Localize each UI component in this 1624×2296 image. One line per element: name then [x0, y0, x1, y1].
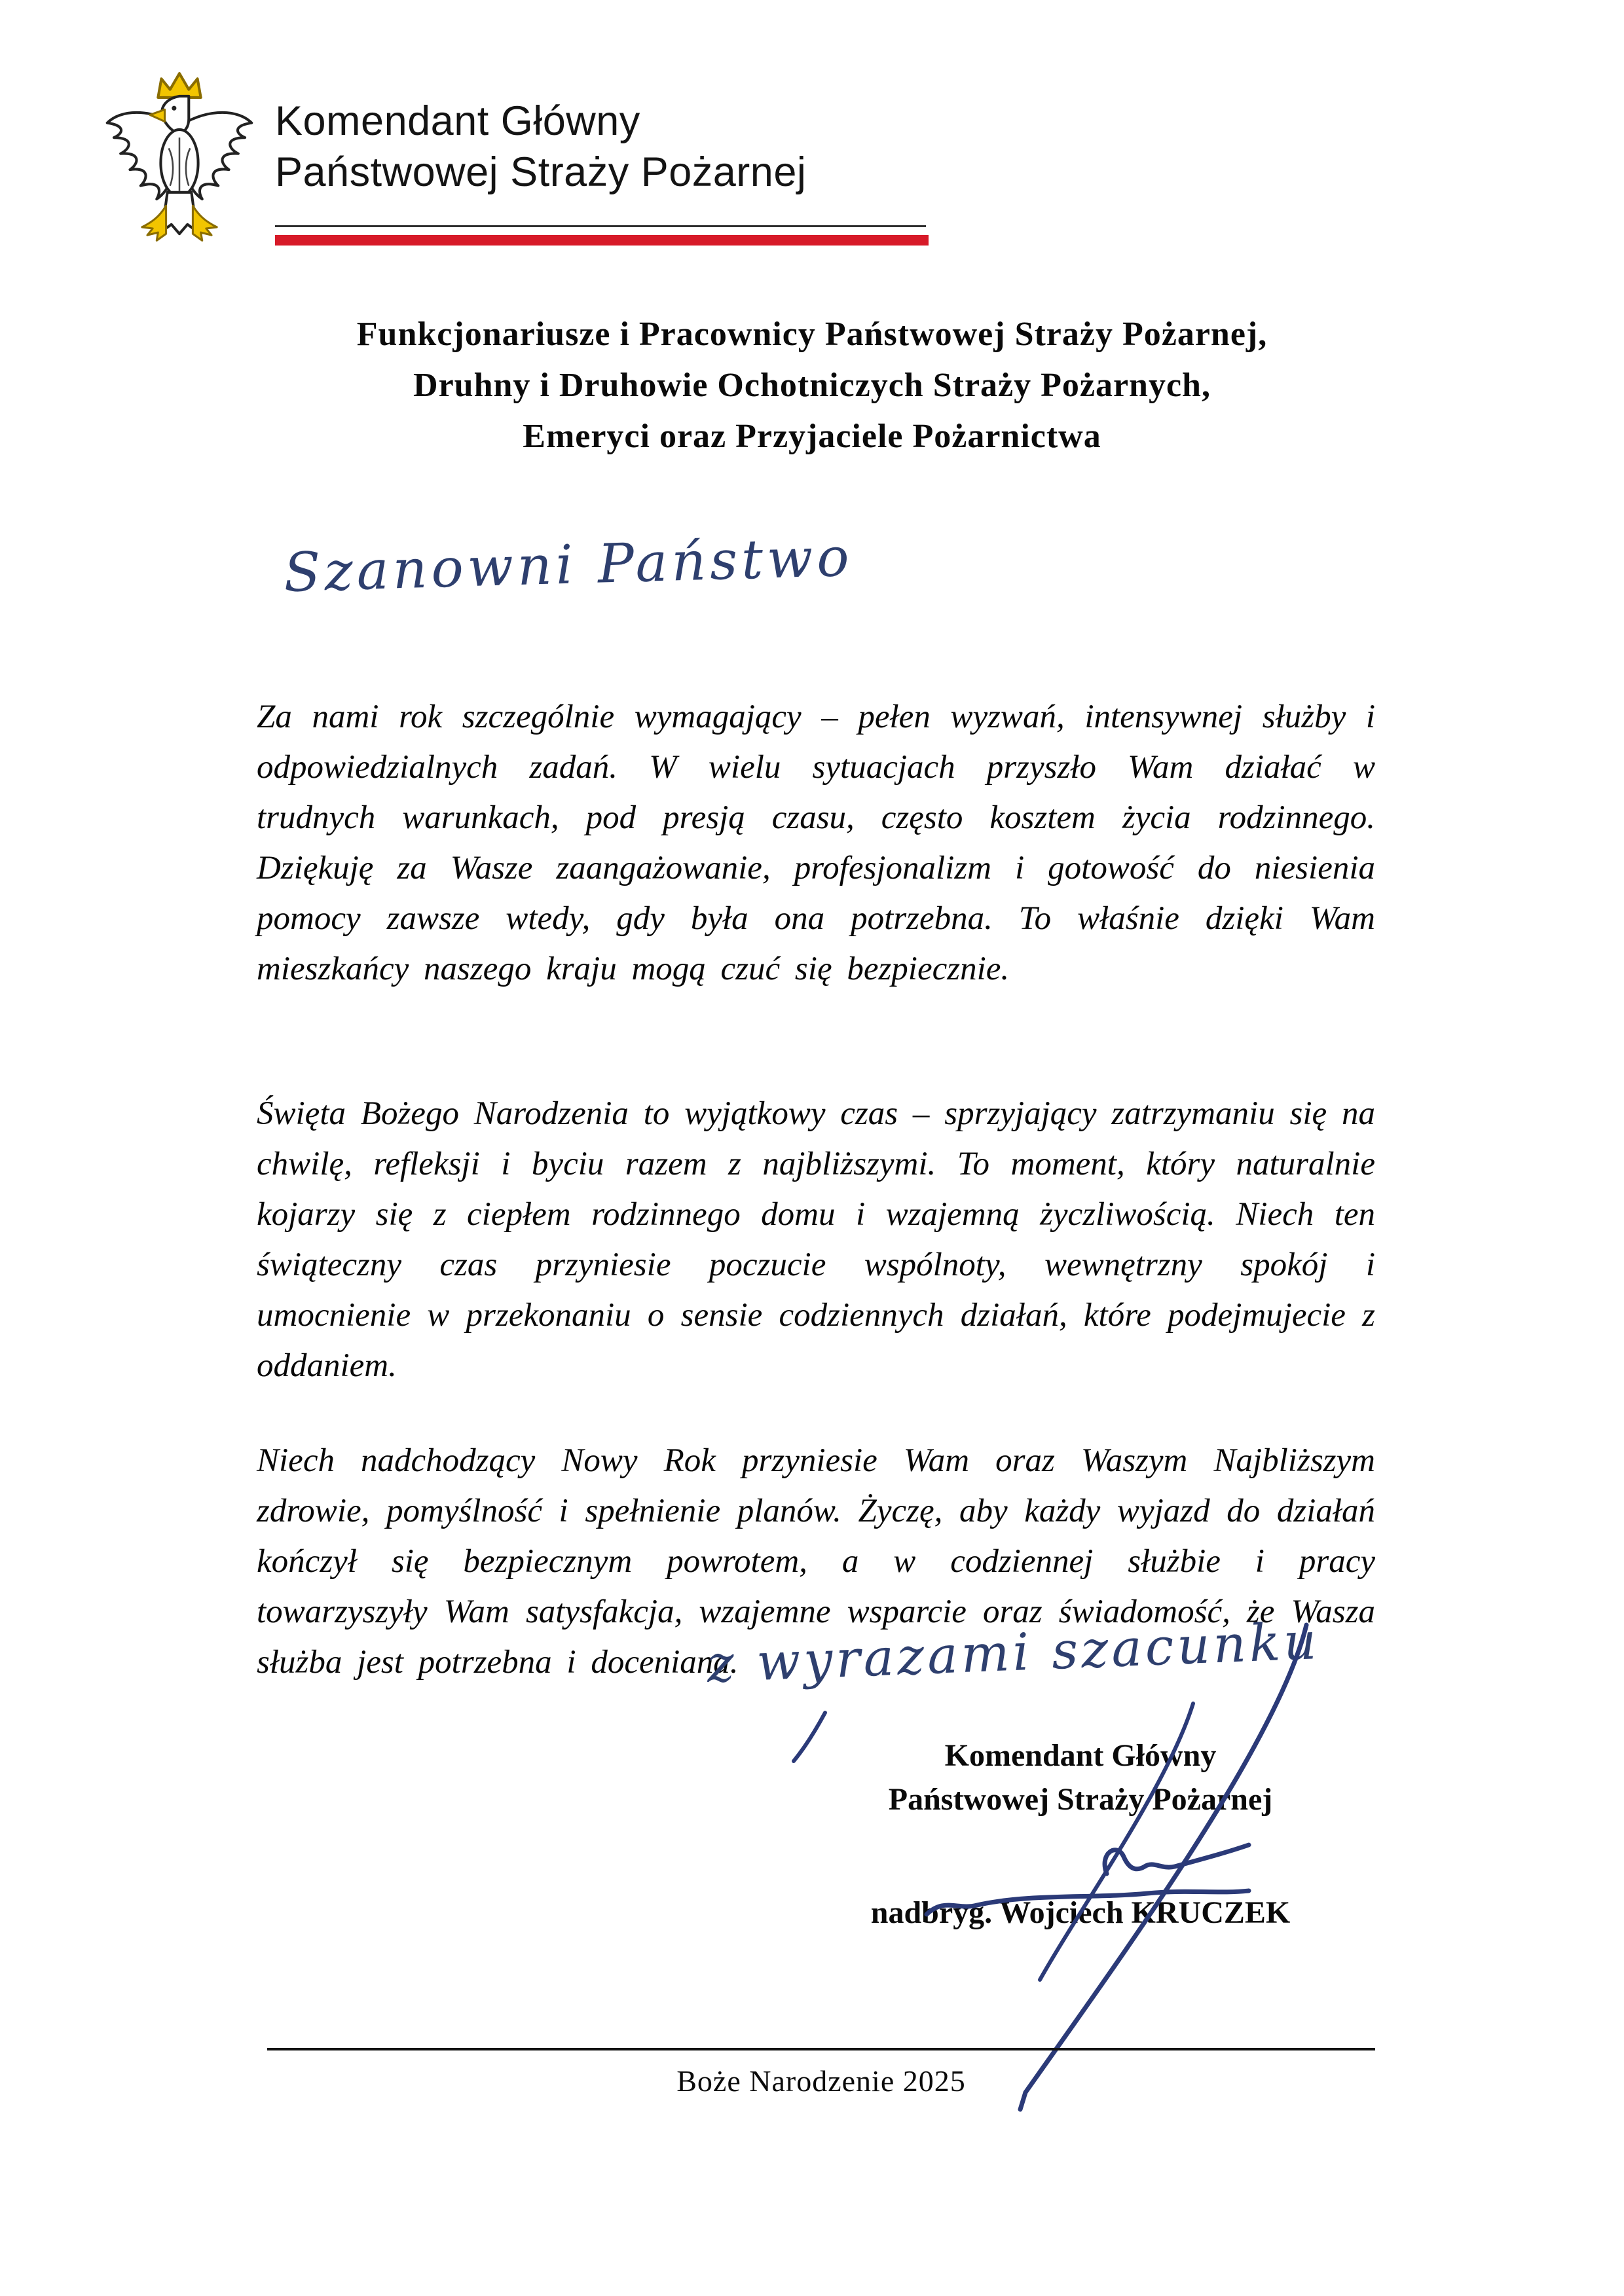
body-paragraph: Za nami rok szczególnie wymagający – pełen wyzwań, intensywnej służby i odpowiedzialnych zadań. W wielu sytuacjach przyszło Wam działać w trudnych warunkach, pod presją czasu, często kosztem życia rodzinnego. Dziękuję za Wasze zaangażowanie, profesjonalizm i gotowość do niesienia pomocy zawsze wtedy, gdy była ona potrzebna. To właśnie dzięki Wam mieszkańcy naszego kraju mogą czuć się bezpiecznie. — [257, 699, 1375, 987]
signature-title — [786, 1734, 1375, 1821]
handwritten-closing: z wyrazami szacunku — [706, 1612, 1321, 1694]
body-paragraph: Niech nadchodzący Nowy Rok przyniesie Wam oraz Waszym Najbliższym zdrowie, pomyślność i spełnienie planów. Życzę, aby każdy wyjazd do działań kończył się bezpiecznym powrotem, a w codziennej służbie i pracy towarzyszyły Wam satysfakcja, wzajemne wsparcie oraz świadomość, że Wasza służba jest potrzebna i doceniana. — [257, 1442, 1375, 1681]
footer-occasion: Boże Narodzenie 2025 — [676, 2064, 966, 2098]
addressee-line1: Funkcjonariusze i Pracownicy Państwowej Straży Pożarnej, — [356, 316, 1268, 353]
header-rule-red — [275, 235, 929, 246]
handwritten-greeting: Szanowni Państwo — [283, 526, 854, 604]
signature-title-line1: Komendant Główny — [944, 1738, 1217, 1773]
header-org-name — [275, 96, 806, 198]
header-org-line1: Komendant Główny — [275, 98, 640, 144]
signature-title-line2: Państwowej Straży Pożarnej — [888, 1782, 1273, 1817]
body-paragraph: Święta Bożego Narodzenia to wyjątkowy czas – sprzyjający zatrzymaniu się na chwilę, refleksji i byciu razem z najbliższymi. To moment, który naturalnie kojarzy się z ciepłem rodzinnego domu i wzajemną życzliwością. Niech ten świąteczny czas przyniesie poczucie wspólnoty, wewnętrzny spokój i umocnienie w przekonaniu o sensie codziennych działań, które podejmujecie z oddaniem. — [257, 1095, 1375, 1384]
addressee-line2: Druhny i Druhowie Ochotniczych Straży Pożarnych, — [413, 367, 1211, 404]
addressee-line3: Emeryci oraz Przyjaciele Pożarnictwa — [523, 418, 1101, 455]
header-rule-thin — [275, 225, 926, 227]
polish-eagle-emblem-icon — [97, 68, 262, 262]
header-org-line2: Państwowej Straży Pożarnej — [275, 149, 807, 195]
signature-name: nadbryg. Wojciech KRUCZEK — [870, 1895, 1291, 1930]
addressee-title — [0, 309, 1624, 462]
footer-rule — [267, 2048, 1375, 2050]
